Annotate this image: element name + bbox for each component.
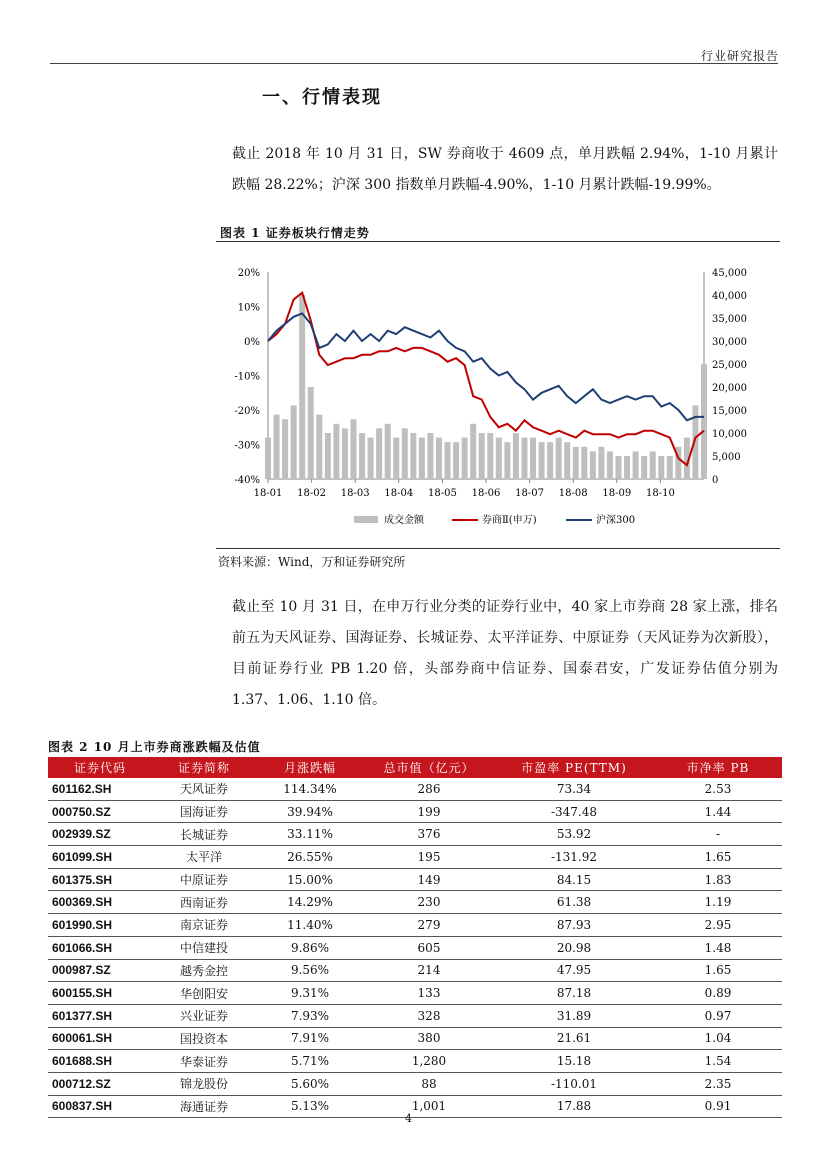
volume-bar xyxy=(427,433,433,479)
table-cell: 380 xyxy=(364,1027,494,1050)
legend-volume-swatch xyxy=(354,516,378,523)
table-cell: 14.29% xyxy=(256,891,364,914)
table-cell: 2.35 xyxy=(654,1072,782,1095)
broker-valuation-table xyxy=(48,757,782,1118)
volume-bar xyxy=(556,438,562,479)
table-cell: 太平洋 xyxy=(152,846,256,869)
hs300-index-line xyxy=(268,313,704,420)
y-left-tick-label: -30% xyxy=(234,440,260,452)
section-title: 一、行情表现 xyxy=(262,87,382,108)
table-cell: 87.93 xyxy=(494,914,654,937)
table-cell: 279 xyxy=(364,914,494,937)
table-cell: 1.65 xyxy=(654,959,782,982)
volume-bar xyxy=(445,442,451,479)
volume-bar xyxy=(410,433,416,479)
y-left-tick-label: -20% xyxy=(234,406,260,417)
table-header-cell: 月涨跌幅 xyxy=(256,757,364,778)
market-trend-chart xyxy=(216,255,780,543)
table-cell: -131.92 xyxy=(494,846,654,869)
volume-bar xyxy=(624,456,630,479)
volume-bar xyxy=(350,419,356,479)
volume-bar xyxy=(650,451,656,479)
volume-bar xyxy=(368,438,374,479)
table-row xyxy=(48,1027,782,1050)
table-cell: 9.56% xyxy=(256,959,364,982)
table-cell: 1.83 xyxy=(654,868,782,891)
x-tick-label: 18-01 xyxy=(253,488,283,499)
table-cell: 1.04 xyxy=(654,1027,782,1050)
table-row xyxy=(48,914,782,937)
x-tick-label: 18-03 xyxy=(340,488,370,499)
table-cell: 西南证券 xyxy=(152,891,256,914)
table-cell: 南京证券 xyxy=(152,914,256,937)
x-tick-label: 18-02 xyxy=(297,488,327,499)
table-cell: -347.48 xyxy=(494,800,654,823)
volume-bar xyxy=(487,433,493,479)
x-tick-label: 18-10 xyxy=(645,488,675,499)
table-header-cell: 总市值（亿元） xyxy=(364,757,494,778)
x-tick-label: 18-07 xyxy=(515,488,545,499)
table-cell: - xyxy=(654,823,782,846)
volume-bar xyxy=(333,424,339,479)
table-cell: 9.31% xyxy=(256,982,364,1005)
table-header-cell: 市盈率 PE(TTM) xyxy=(494,757,654,778)
table-cell: 199 xyxy=(364,800,494,823)
table-cell: 1.48 xyxy=(654,936,782,959)
table-cell: 华创阳安 xyxy=(152,982,256,1005)
table-cell: 601066.SH xyxy=(48,936,152,959)
volume-bar xyxy=(359,433,365,479)
table-cell: 31.89 xyxy=(494,1004,654,1027)
table-cell: 1.54 xyxy=(654,1050,782,1073)
table-cell: 5.71% xyxy=(256,1050,364,1073)
table-cell: 1,280 xyxy=(364,1050,494,1073)
table-cell: 5.13% xyxy=(256,1095,364,1118)
x-tick-label: 18-09 xyxy=(602,488,632,499)
x-tick-label: 18-05 xyxy=(427,488,457,499)
figure1-caption: 图表 1 证券板块行情走势 xyxy=(220,226,370,240)
table-cell: 越秀金控 xyxy=(152,959,256,982)
table-row xyxy=(48,1004,782,1027)
figure1-top-rule xyxy=(216,241,780,242)
table-cell: 15.00% xyxy=(256,868,364,891)
table-cell: 133 xyxy=(364,982,494,1005)
volume-bar xyxy=(419,438,425,479)
table-cell: 7.93% xyxy=(256,1004,364,1027)
table-cell: 1,001 xyxy=(364,1095,494,1118)
table-cell: 87.18 xyxy=(494,982,654,1005)
table-cell: 1.65 xyxy=(654,846,782,869)
table-row xyxy=(48,800,782,823)
table-header-row xyxy=(48,757,782,778)
report-type-header: 行业研究报告 xyxy=(700,49,779,63)
y-right-tick-label: 40,000 xyxy=(712,291,747,302)
table-row xyxy=(48,1072,782,1095)
volume-bar xyxy=(539,442,545,479)
volume-bar xyxy=(504,442,510,479)
y-right-tick-label: 10,000 xyxy=(712,429,747,440)
table-cell: 47.95 xyxy=(494,959,654,982)
table-cell: 中原证券 xyxy=(152,868,256,891)
table-cell: 601688.SH xyxy=(48,1050,152,1073)
table-cell: 中信建投 xyxy=(152,936,256,959)
volume-bar xyxy=(436,438,442,479)
table-cell: 26.55% xyxy=(256,846,364,869)
table-cell: -110.01 xyxy=(494,1072,654,1095)
volume-bar xyxy=(581,447,587,479)
table-cell: 20.98 xyxy=(494,936,654,959)
table-row xyxy=(48,778,782,800)
table-row xyxy=(48,959,782,982)
table-cell: 376 xyxy=(364,823,494,846)
table-cell: 61.38 xyxy=(494,891,654,914)
volume-bar xyxy=(513,433,519,479)
volume-bar xyxy=(282,419,288,479)
table-cell: 21.61 xyxy=(494,1027,654,1050)
table-cell: 214 xyxy=(364,959,494,982)
table-cell: 5.60% xyxy=(256,1072,364,1095)
table-row xyxy=(48,868,782,891)
y-left-tick-label: -10% xyxy=(234,371,260,383)
volume-bar xyxy=(291,405,297,479)
table-cell: 0.91 xyxy=(654,1095,782,1118)
table-header-cell: 市净率 PB xyxy=(654,757,782,778)
table-cell: 600369.SH xyxy=(48,891,152,914)
table-cell: 33.11% xyxy=(256,823,364,846)
volume-bar xyxy=(393,438,399,479)
y-left-tick-label: 20% xyxy=(237,268,260,279)
y-right-tick-label: 5,000 xyxy=(712,452,741,463)
y-right-tick-label: 25,000 xyxy=(712,360,747,371)
volume-bar xyxy=(325,433,331,479)
volume-bar xyxy=(564,442,570,479)
y-left-tick-label: 10% xyxy=(237,302,260,314)
table-cell: 328 xyxy=(364,1004,494,1027)
table-cell: 53.92 xyxy=(494,823,654,846)
volume-bar xyxy=(470,424,476,479)
table-cell: 601377.SH xyxy=(48,1004,152,1027)
table-row xyxy=(48,1095,782,1118)
table-cell: 长城证券 xyxy=(152,823,256,846)
table-cell: 002939.SZ xyxy=(48,823,152,846)
y-left-tick-label: 0% xyxy=(244,337,260,348)
table-header-cell: 证券代码 xyxy=(48,757,152,778)
table-row xyxy=(48,1050,782,1073)
table-cell: 600837.SH xyxy=(48,1095,152,1118)
volume-bar xyxy=(633,451,639,479)
table-cell: 73.34 xyxy=(494,778,654,800)
volume-bar xyxy=(701,364,707,479)
volume-bar xyxy=(479,433,485,479)
table-cell: 0.89 xyxy=(654,982,782,1005)
volume-bar xyxy=(658,456,664,479)
volume-bar xyxy=(616,456,622,479)
legend-volume-label: 成交金额 xyxy=(384,515,424,526)
table-cell: 000712.SZ xyxy=(48,1072,152,1095)
table-cell: 9.86% xyxy=(256,936,364,959)
y-right-tick-label: 30,000 xyxy=(712,337,747,348)
volume-bar xyxy=(521,438,527,479)
table-cell: 39.94% xyxy=(256,800,364,823)
y-left-tick-label: -40% xyxy=(234,475,260,486)
table-cell: 7.91% xyxy=(256,1027,364,1050)
table-cell: 海通证券 xyxy=(152,1095,256,1118)
table-row xyxy=(48,982,782,1005)
table-cell: 601375.SH xyxy=(48,868,152,891)
y-right-tick-label: 0 xyxy=(712,475,719,486)
table-cell: 605 xyxy=(364,936,494,959)
table-cell: 149 xyxy=(364,868,494,891)
table-cell: 195 xyxy=(364,846,494,869)
table-cell: 1.19 xyxy=(654,891,782,914)
y-right-tick-label: 20,000 xyxy=(712,383,747,394)
table-cell: 锦龙股份 xyxy=(152,1072,256,1095)
table-cell: 000750.SZ xyxy=(48,800,152,823)
broker-index-line xyxy=(268,293,704,466)
paragraph-market-summary: 截止 2018 年 10 月 31 日，SW 券商收于 4609 点，单月跌幅 2.94%，1-10 月累计跌幅 28.22%；沪深 300 指数单月跌幅-4.90%，1-10 月累计跌幅-19.99%。 xyxy=(232,146,778,193)
y-right-tick-label: 45,000 xyxy=(712,268,747,279)
volume-bar xyxy=(299,295,305,479)
table-cell: 84.15 xyxy=(494,868,654,891)
figure1-bottom-rule xyxy=(216,548,780,549)
volume-bar xyxy=(462,438,468,479)
table-cell: 1.44 xyxy=(654,800,782,823)
table-cell: 000987.SZ xyxy=(48,959,152,982)
volume-bar xyxy=(590,451,596,479)
table-cell: 17.88 xyxy=(494,1095,654,1118)
volume-bar xyxy=(342,428,348,479)
table-cell: 600061.SH xyxy=(48,1027,152,1050)
table-cell: 11.40% xyxy=(256,914,364,937)
paragraph-broker-ranking: 截止至 10 月 31 日，在申万行业分类的证券行业中，40 家上市券商 28 家上涨，排名前五为天风证券、国海证券、长城证券、太平洋证券、中原证券（天风证券为次新股），目前证券行业 PB 1.20 倍，头部券商中信证券、国泰君安，广发证券估值分别为 1.37、1.06、1.10 倍。 xyxy=(232,599,778,708)
volume-bar xyxy=(496,438,502,479)
figure2-caption: 图表 2 10 月上市券商涨跌幅及估值 xyxy=(48,740,261,754)
volume-bar xyxy=(453,442,459,479)
y-right-tick-label: 35,000 xyxy=(712,314,747,325)
volume-bar xyxy=(598,447,604,479)
table-cell: 国海证券 xyxy=(152,800,256,823)
table-cell: 88 xyxy=(364,1072,494,1095)
table-cell: 0.97 xyxy=(654,1004,782,1027)
table-cell: 601990.SH xyxy=(48,914,152,937)
volume-bar xyxy=(265,438,271,479)
table-cell: 601162.SH xyxy=(48,778,152,800)
volume-bar xyxy=(385,424,391,479)
table-header-cell: 证券简称 xyxy=(152,757,256,778)
volume-bar xyxy=(641,456,647,479)
table-cell: 天风证券 xyxy=(152,778,256,800)
table-cell: 600155.SH xyxy=(48,982,152,1005)
table-cell: 601099.SH xyxy=(48,846,152,869)
table-cell: 114.34% xyxy=(256,778,364,800)
table-cell: 2.53 xyxy=(654,778,782,800)
volume-bar xyxy=(316,415,322,479)
volume-bar xyxy=(667,456,673,479)
volume-bar xyxy=(308,387,314,479)
page-number: 4 xyxy=(405,1112,412,1125)
table-row xyxy=(48,936,782,959)
volume-bar xyxy=(547,442,553,479)
y-right-tick-label: 15,000 xyxy=(712,406,747,417)
x-tick-label: 18-04 xyxy=(384,488,414,499)
table-cell: 230 xyxy=(364,891,494,914)
table-cell: 华泰证券 xyxy=(152,1050,256,1073)
table-cell: 286 xyxy=(364,778,494,800)
volume-bar xyxy=(573,447,579,479)
volume-bar xyxy=(530,438,536,479)
volume-bar xyxy=(376,428,382,479)
figure1-source: 资料来源：Wind，万和证券研究所 xyxy=(218,555,406,569)
table-cell: 2.95 xyxy=(654,914,782,937)
x-tick-label: 18-08 xyxy=(558,488,588,499)
table-cell: 国投资本 xyxy=(152,1027,256,1050)
table-cell: 兴业证券 xyxy=(152,1004,256,1027)
volume-bar xyxy=(402,428,408,479)
volume-bar xyxy=(607,451,613,479)
table-cell: 15.18 xyxy=(494,1050,654,1073)
table-row xyxy=(48,891,782,914)
legend-hs300-label: 沪深300 xyxy=(596,515,636,526)
legend-broker-label: 券商Ⅱ(申万) xyxy=(482,515,537,526)
header-divider xyxy=(50,63,778,64)
x-tick-label: 18-06 xyxy=(471,488,501,499)
table-row xyxy=(48,846,782,869)
table-row xyxy=(48,823,782,846)
volume-bar xyxy=(274,415,280,479)
